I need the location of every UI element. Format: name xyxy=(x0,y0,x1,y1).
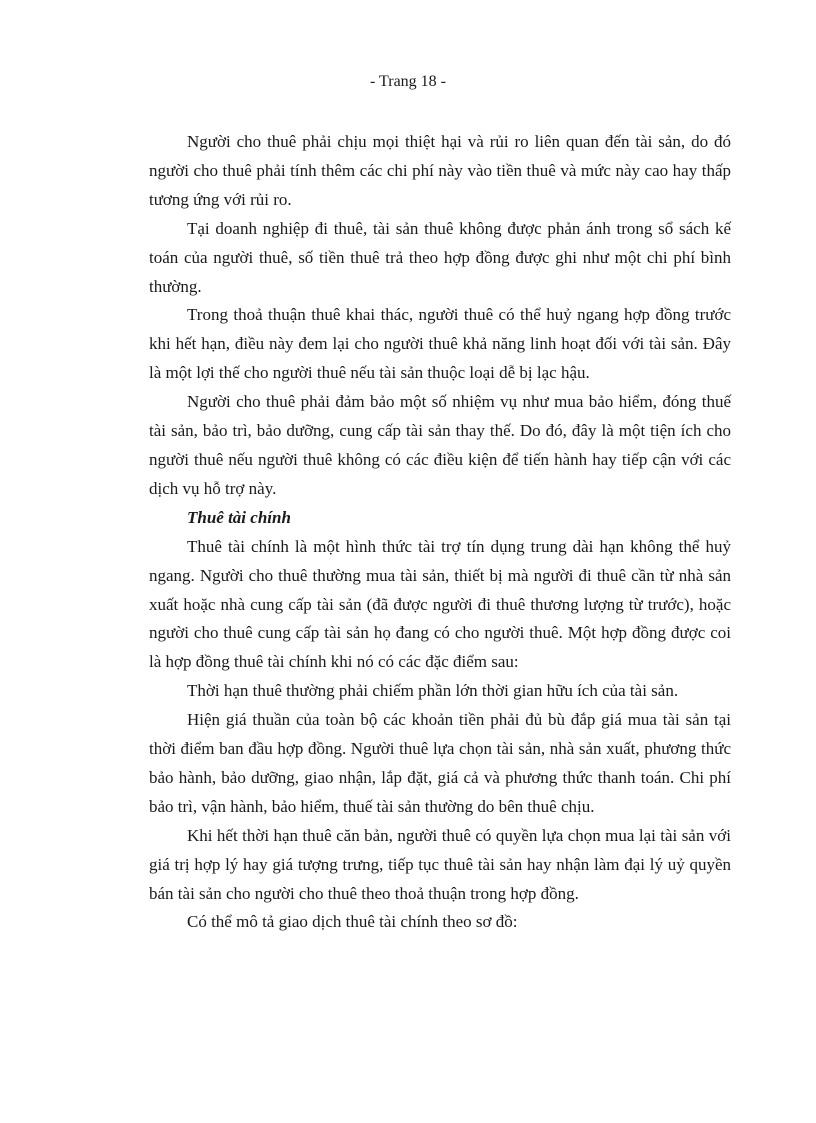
paragraph: Khi hết thời hạn thuê căn bản, người thuê có quyền lựa chọn mua lại tài sản với giá trị hợp lý hay giá tượng trưng, tiếp tục thuê tài sản hay nhận làm đại lý uỷ quyền bán tài sản cho người cho thuê theo thoả thuận trong hợp đồng. xyxy=(149,825,731,903)
paragraph: Thuê tài chính là một hình thức tài trợ tín dụng trung dài hạn không thể huỷ ngang. Người cho thuê thường mua tài sản, thiết bị mà người đi thuê cần từ nhà sản xuất hoặc nhà cung cấp tài sản (đã được người đi thuê thương lượng từ trước), hoặc người cho thuê cung cấp tài sản họ đang có cho người thuê. Một hợp đồng được coi là hợp đồng thuê tài chính khi nó có các đặc điểm sau: xyxy=(149,536,731,672)
body-text xyxy=(149,128,731,937)
paragraph: Hiện giá thuần của toàn bộ các khoản tiền phải đủ bù đắp giá mua tài sản tại thời điểm ban đầu hợp đồng. Người thuê lựa chọn tài sản, nhà sản xuất, phương thức bảo hành, bảo dưỡng, giao nhận, lắp đặt, giá cả và phương thức thanh toán. Chi phí bảo trì, vận hành, bảo hiểm, thuế tài sản thường do bên thuê chịu. xyxy=(149,710,731,816)
paragraph: Có thể mô tả giao dịch thuê tài chính theo sơ đồ: xyxy=(187,912,518,932)
page-number: - Trang 18 - xyxy=(369,73,446,90)
paragraph: Tại doanh nghiệp đi thuê, tài sản thuê không được phản ánh trong sổ sách kế toán của người thuê, số tiền thuê trả theo hợp đồng được ghi như một chi phí bình thường. xyxy=(149,218,731,296)
paragraph: Trong thoả thuận thuê khai thác, người thuê có thể huỷ ngang hợp đồng trước khi hết hạn, điều này đem lại cho người thuê khả năng linh hoạt đối với tài sản. Đây là một lợi thế cho người thuê nếu tài sản thuộc loại dễ bị lạc hậu. xyxy=(149,305,731,383)
section-heading: Thuê tài chính xyxy=(187,507,291,527)
paragraph: Thời hạn thuê thường phải chiếm phần lớn thời gian hữu ích của tài sản. xyxy=(187,681,679,701)
paragraph: Người cho thuê phải đảm bảo một số nhiệm vụ như mua bảo hiểm, đóng thuế tài sản, bảo trì, bảo dưỡng, cung cấp tài sản thay thế. Do đó, đây là một tiện ích cho người thuê nếu người thuê không có các điều kiện để tiến hành hay tiếp cận với các dịch vụ hỗ trợ này. xyxy=(149,392,731,498)
paragraph: Người cho thuê phải chịu mọi thiệt hại và rủi ro liên quan đến tài sản, do đó người cho thuê phải tính thêm các chi phí này vào tiền thuê và mức này cao hay thấp tương ứng với rủi ro. xyxy=(149,132,731,209)
